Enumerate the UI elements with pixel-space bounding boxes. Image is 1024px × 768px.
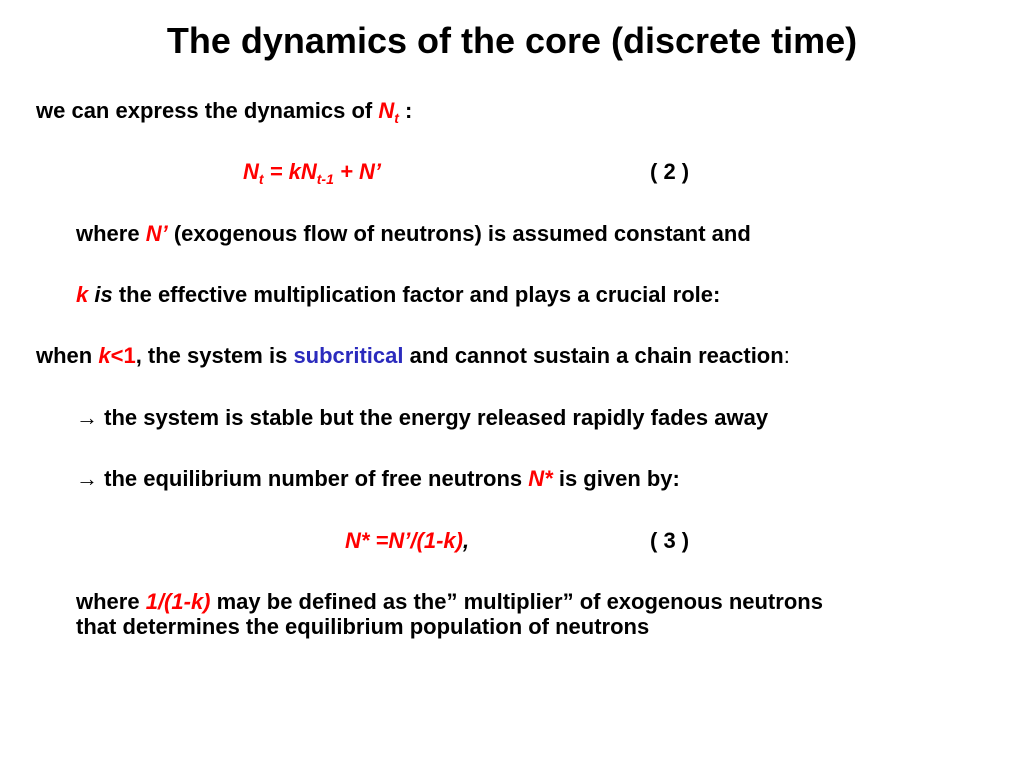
where2-prefix: where (76, 589, 146, 614)
subcritical-term: subcritical (293, 343, 404, 368)
bullet2-prefix: the equilibrium number of free neutrons (98, 466, 529, 491)
intro-var (378, 98, 399, 126)
where-nprime-line (76, 221, 751, 247)
intro-suffix: : (398, 98, 413, 123)
where-multiplier-line-2: that determines the equilibrium population of neutrons (76, 614, 650, 639)
eq3-formula: N* =N’/(1-k) (345, 528, 463, 553)
bullet2-suffix: is given by: (552, 466, 680, 491)
when-suffix: and cannot sustain a chain reaction (403, 343, 784, 368)
when-mid: , the system is (135, 343, 294, 368)
intro-text: we can express the dynamics of (36, 98, 379, 123)
intro-line (36, 98, 412, 124)
where2-var: 1/(1-k) (145, 589, 211, 614)
k-definition-line (76, 282, 720, 308)
when-colon: : (783, 343, 790, 368)
when-var: k (98, 343, 111, 368)
when-prefix: when (36, 343, 99, 368)
eq3-comma: , (462, 528, 470, 553)
where1-var: N’ (145, 221, 168, 246)
bullet2-var: N* (528, 466, 553, 491)
eq2-mid: = kN (263, 159, 317, 184)
kline-is: is (88, 282, 113, 307)
equation-2 (243, 159, 381, 185)
bullet1-text: the system is stable but the energy released rapidly fades away (98, 405, 769, 430)
equation-2-number: ( 2 ) (650, 159, 690, 184)
where1-prefix: where (76, 221, 146, 246)
when-cond: <1 (110, 343, 136, 368)
eq2-lhs: N (243, 159, 259, 184)
intro-var-main: N (378, 98, 395, 123)
equation-3 (345, 528, 469, 554)
bullet-equilibrium (76, 466, 680, 492)
where-multiplier-line (76, 589, 823, 615)
equation-3-number: ( 3 ) (650, 528, 690, 553)
eq2-rhs: + N’ (333, 159, 381, 184)
kline-suffix: the effective multiplication factor and plays a crucial role: (112, 282, 721, 307)
slide-title: The dynamics of the core (discrete time) (166, 20, 858, 61)
when-line (36, 343, 790, 369)
eq2-lhs-sub: t (258, 171, 264, 187)
eq2-mid-sub: t-1 (316, 171, 334, 187)
intro-var-sub: t (394, 110, 399, 126)
where2-suffix: may be defined as the” multiplier” of exogenous neutrons (210, 589, 823, 614)
right-arrow-icon: → (76, 466, 98, 491)
kline-var: k (76, 282, 89, 307)
where1-suffix: (exogenous flow of neutrons) is assumed constant and (167, 221, 751, 246)
bullet-stable (76, 405, 768, 431)
right-arrow-icon: → (76, 405, 98, 430)
